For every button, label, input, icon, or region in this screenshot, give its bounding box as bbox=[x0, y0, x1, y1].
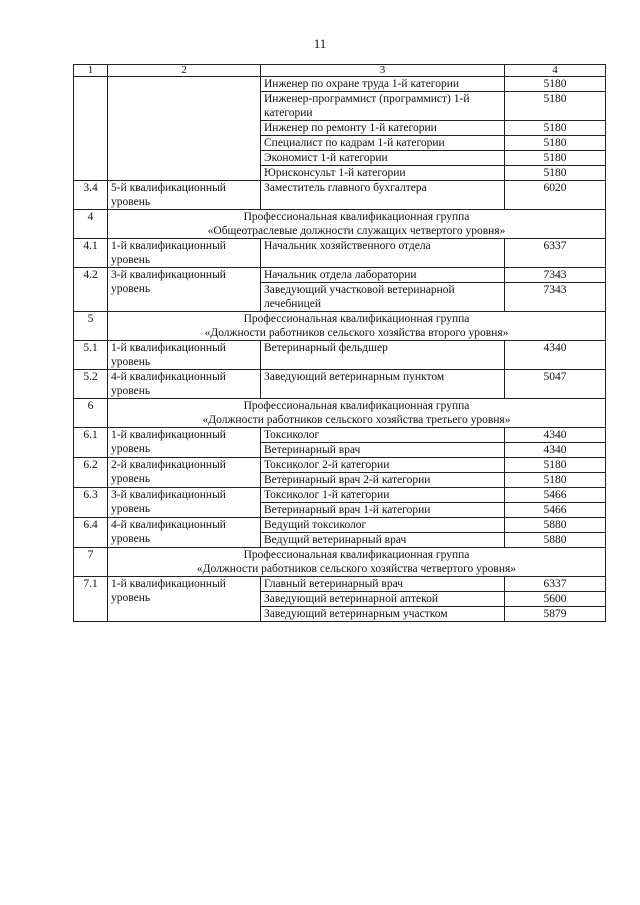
position-cell: Заведующий ветеринарным участком bbox=[261, 607, 505, 622]
position-cell: Инженер-программист (программист) 1-й категории bbox=[261, 92, 505, 121]
level-cell: 3-й квалификационный уровень bbox=[108, 268, 261, 312]
salary-cell: 4340 bbox=[505, 443, 606, 458]
group-row bbox=[74, 548, 606, 577]
group-title-line2: «Должности работников сельского хозяйства второго уровня» bbox=[204, 327, 509, 339]
table-row bbox=[74, 428, 606, 443]
row-number: 7.1 bbox=[74, 577, 108, 622]
group-title bbox=[108, 399, 606, 428]
level-cell: 5-й квалификационный уровень bbox=[108, 181, 261, 210]
group-number: 4 bbox=[74, 210, 108, 239]
position-cell: Заведующий участковой ветеринарной лечебницей bbox=[261, 283, 505, 312]
position-cell: Инженер по ремонту 1-й категории bbox=[261, 121, 505, 136]
position-cell: Заведующий ветеринарным пунктом bbox=[261, 370, 505, 399]
row-number: 6.2 bbox=[74, 458, 108, 488]
salary-cell: 5180 bbox=[505, 458, 606, 473]
level-cell: 4-й квалификационный уровень bbox=[108, 370, 261, 399]
row-number: 3.4 bbox=[74, 181, 108, 210]
level-cell: 1-й квалификационный уровень bbox=[108, 577, 261, 622]
table-row bbox=[74, 370, 606, 399]
salary-cell: 6337 bbox=[505, 577, 606, 592]
position-cell: Заместитель главного бухгалтера bbox=[261, 181, 505, 210]
group-row bbox=[74, 399, 606, 428]
group-title bbox=[108, 312, 606, 341]
qualification-table bbox=[73, 64, 606, 622]
group-title-line1: Профессиональная квалификационная группа bbox=[243, 313, 470, 325]
level-cell: 1-й квалификационный уровень bbox=[108, 341, 261, 370]
row-number: 6.1 bbox=[74, 428, 108, 458]
row-number: 4.1 bbox=[74, 239, 108, 268]
salary-cell: 6337 bbox=[505, 239, 606, 268]
row-number: 6.4 bbox=[74, 518, 108, 548]
position-cell: Ветеринарный врач 2-й категории bbox=[261, 473, 505, 488]
salary-cell: 4340 bbox=[505, 428, 606, 443]
level-cell: 1-й квалификационный уровень bbox=[108, 239, 261, 268]
salary-cell: 7343 bbox=[505, 268, 606, 283]
table-row bbox=[74, 181, 606, 210]
group-title-line2: «Должности работников сельского хозяйства третьего уровня» bbox=[202, 414, 511, 426]
header-cell: 2 bbox=[108, 65, 261, 77]
salary-cell: 5879 bbox=[505, 607, 606, 622]
page-number: 11 bbox=[313, 36, 327, 51]
salary-cell: 5880 bbox=[505, 533, 606, 548]
salary-cell: 5180 bbox=[505, 77, 606, 92]
row-number: 5.1 bbox=[74, 341, 108, 370]
salary-cell: 4340 bbox=[505, 341, 606, 370]
salary-cell: 5600 bbox=[505, 592, 606, 607]
group-title-line2: «Общеотраслевые должности служащих четвертого уровня» bbox=[207, 225, 506, 237]
table-row bbox=[74, 488, 606, 503]
position-cell: Юрисконсульт 1-й категории bbox=[261, 166, 505, 181]
table-header-row bbox=[74, 65, 606, 77]
position-cell: Начальник отдела лаборатории bbox=[261, 268, 505, 283]
salary-cell: 5180 bbox=[505, 473, 606, 488]
position-cell: Начальник хозяйственного отдела bbox=[261, 239, 505, 268]
group-row bbox=[74, 312, 606, 341]
position-cell: Токсиколог bbox=[261, 428, 505, 443]
group-title bbox=[108, 548, 606, 577]
group-title-line1: Профессиональная квалификационная группа bbox=[243, 549, 470, 561]
group-title bbox=[108, 210, 606, 239]
position-cell: Экономист 1-й категории bbox=[261, 151, 505, 166]
header-cell: 3 bbox=[261, 65, 505, 77]
table-row bbox=[74, 518, 606, 533]
group-title-line2: «Должности работников сельского хозяйства четвертого уровня» bbox=[196, 563, 517, 575]
table-row bbox=[74, 239, 606, 268]
position-cell: Токсиколог 1-й категории bbox=[261, 488, 505, 503]
table-row bbox=[74, 268, 606, 283]
level-cell: 3-й квалификационный уровень bbox=[108, 488, 261, 518]
group-row bbox=[74, 210, 606, 239]
salary-cell: 5466 bbox=[505, 503, 606, 518]
position-cell: Инженер по охране труда 1-й категории bbox=[261, 77, 505, 92]
position-cell: Главный ветеринарный врач bbox=[261, 577, 505, 592]
group-title-line1: Профессиональная квалификационная группа bbox=[243, 400, 470, 412]
table-row bbox=[74, 577, 606, 592]
salary-cell: 5180 bbox=[505, 92, 606, 121]
position-cell: Специалист по кадрам 1-й категории bbox=[261, 136, 505, 151]
position-cell: Заведующий ветеринарной аптекой bbox=[261, 592, 505, 607]
salary-cell: 6020 bbox=[505, 181, 606, 210]
salary-cell: 7343 bbox=[505, 283, 606, 312]
salary-cell: 5466 bbox=[505, 488, 606, 503]
salary-cell: 5880 bbox=[505, 518, 606, 533]
row-number: 4.2 bbox=[74, 268, 108, 312]
group-number: 7 bbox=[74, 548, 108, 577]
group-title-line1: Профессиональная квалификационная группа bbox=[243, 211, 470, 223]
level-cell: 4-й квалификационный уровень bbox=[108, 518, 261, 548]
salary-cell: 5180 bbox=[505, 151, 606, 166]
row-number: 5.2 bbox=[74, 370, 108, 399]
table-row bbox=[74, 341, 606, 370]
salary-cell: 5180 bbox=[505, 121, 606, 136]
group-number: 5 bbox=[74, 312, 108, 341]
row-number: 6.3 bbox=[74, 488, 108, 518]
header-cell: 1 bbox=[74, 65, 108, 77]
level-cell: 2-й квалификационный уровень bbox=[108, 458, 261, 488]
position-cell: Ведущий ветеринарный врач bbox=[261, 533, 505, 548]
position-cell: Ветеринарный фельдшер bbox=[261, 341, 505, 370]
salary-cell: 5047 bbox=[505, 370, 606, 399]
salary-cell: 5180 bbox=[505, 136, 606, 151]
position-cell: Ведущий токсиколог bbox=[261, 518, 505, 533]
position-cell: Токсиколог 2-й категории bbox=[261, 458, 505, 473]
table-row bbox=[74, 77, 606, 92]
header-cell: 4 bbox=[505, 65, 606, 77]
position-cell: Ветеринарный врач 1-й категории bbox=[261, 503, 505, 518]
position-cell: Ветеринарный врач bbox=[261, 443, 505, 458]
group-number: 6 bbox=[74, 399, 108, 428]
table-row bbox=[74, 458, 606, 473]
salary-cell: 5180 bbox=[505, 166, 606, 181]
level-cell: 1-й квалификационный уровень bbox=[108, 428, 261, 458]
